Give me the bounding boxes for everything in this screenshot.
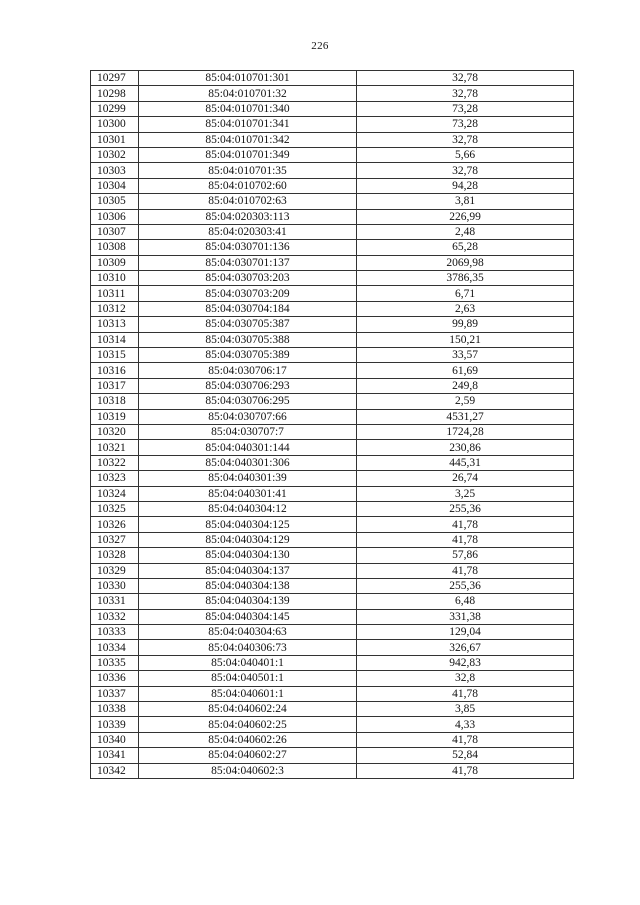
- cadastral-number-cell: 85:04:040602:27: [139, 748, 357, 763]
- row-number-cell: 10329: [91, 563, 139, 578]
- cadastral-number-cell: 85:04:030705:389: [139, 348, 357, 363]
- row-number-cell: 10307: [91, 224, 139, 239]
- cadastral-number-cell: 85:04:040304:12: [139, 501, 357, 516]
- row-number-cell: 10332: [91, 609, 139, 624]
- value-cell: 2,63: [357, 301, 574, 316]
- row-number-cell: 10339: [91, 717, 139, 732]
- cadastral-number-cell: 85:04:040501:1: [139, 671, 357, 686]
- cadastral-number-cell: 85:04:030703:203: [139, 271, 357, 286]
- value-cell: 3,85: [357, 702, 574, 717]
- row-number-cell: 10334: [91, 640, 139, 655]
- table-row: [91, 578, 574, 593]
- cadastral-number-cell: 85:04:040304:138: [139, 578, 357, 593]
- cadastral-number-cell: 85:04:010701:35: [139, 163, 357, 178]
- value-cell: 32,78: [357, 86, 574, 101]
- row-number-cell: 10317: [91, 378, 139, 393]
- table-row: [91, 640, 574, 655]
- value-cell: 33,57: [357, 348, 574, 363]
- table-row: [91, 71, 574, 86]
- cadastral-number-cell: 85:04:010702:60: [139, 178, 357, 193]
- table-row: [91, 240, 574, 255]
- row-number-cell: 10322: [91, 455, 139, 470]
- table-row: [91, 163, 574, 178]
- value-cell: 226,99: [357, 209, 574, 224]
- row-number-cell: 10340: [91, 732, 139, 747]
- value-cell: 94,28: [357, 178, 574, 193]
- value-cell: 99,89: [357, 317, 574, 332]
- cadastral-number-cell: 85:04:040304:129: [139, 532, 357, 547]
- cadastral-number-cell: 85:04:040301:144: [139, 440, 357, 455]
- value-cell: 2069,98: [357, 255, 574, 270]
- table-row: [91, 209, 574, 224]
- table-row: [91, 486, 574, 501]
- value-cell: 3,25: [357, 486, 574, 501]
- cadastral-number-cell: 85:04:040602:24: [139, 702, 357, 717]
- value-cell: 26,74: [357, 471, 574, 486]
- row-number-cell: 10299: [91, 101, 139, 116]
- row-number-cell: 10311: [91, 286, 139, 301]
- row-number-cell: 10309: [91, 255, 139, 270]
- row-number-cell: 10305: [91, 194, 139, 209]
- table-row: [91, 255, 574, 270]
- row-number-cell: 10298: [91, 86, 139, 101]
- cadastral-table: [90, 70, 574, 779]
- table-row: [91, 655, 574, 670]
- row-number-cell: 10323: [91, 471, 139, 486]
- table-row: [91, 117, 574, 132]
- value-cell: 41,78: [357, 686, 574, 701]
- table-row: [91, 717, 574, 732]
- cadastral-number-cell: 85:04:030707:7: [139, 424, 357, 439]
- row-number-cell: 10328: [91, 548, 139, 563]
- value-cell: 32,78: [357, 71, 574, 86]
- table-row: [91, 348, 574, 363]
- page-number: 226: [311, 40, 329, 52]
- value-cell: 32,78: [357, 132, 574, 147]
- table-row: [91, 732, 574, 747]
- table-row: [91, 702, 574, 717]
- row-number-cell: 10337: [91, 686, 139, 701]
- table-row: [91, 424, 574, 439]
- row-number-cell: 10330: [91, 578, 139, 593]
- row-number-cell: 10333: [91, 625, 139, 640]
- row-number-cell: 10325: [91, 501, 139, 516]
- value-cell: 6,71: [357, 286, 574, 301]
- value-cell: 5,66: [357, 147, 574, 162]
- value-cell: 942,83: [357, 655, 574, 670]
- table-row: [91, 409, 574, 424]
- cadastral-number-cell: 85:04:010701:341: [139, 117, 357, 132]
- row-number-cell: 10318: [91, 394, 139, 409]
- cadastral-number-cell: 85:04:040304:139: [139, 594, 357, 609]
- row-number-cell: 10338: [91, 702, 139, 717]
- cadastral-number-cell: 85:04:040304:125: [139, 517, 357, 532]
- cadastral-number-cell: 85:04:030706:293: [139, 378, 357, 393]
- table-row: [91, 224, 574, 239]
- value-cell: 326,67: [357, 640, 574, 655]
- cadastral-number-cell: 85:04:040601:1: [139, 686, 357, 701]
- value-cell: 41,78: [357, 732, 574, 747]
- row-number-cell: 10324: [91, 486, 139, 501]
- table-row: [91, 625, 574, 640]
- cadastral-number-cell: 85:04:010701:349: [139, 147, 357, 162]
- row-number-cell: 10297: [91, 71, 139, 86]
- cadastral-number-cell: 85:04:010701:301: [139, 71, 357, 86]
- cadastral-number-cell: 85:04:040301:306: [139, 455, 357, 470]
- row-number-cell: 10326: [91, 517, 139, 532]
- table-row: [91, 609, 574, 624]
- table-row: [91, 594, 574, 609]
- row-number-cell: 10314: [91, 332, 139, 347]
- table-row: [91, 101, 574, 116]
- table-row: [91, 317, 574, 332]
- cadastral-number-cell: 85:04:010702:63: [139, 194, 357, 209]
- cadastral-number-cell: 85:04:040401:1: [139, 655, 357, 670]
- cadastral-number-cell: 85:04:040304:130: [139, 548, 357, 563]
- row-number-cell: 10336: [91, 671, 139, 686]
- value-cell: 41,78: [357, 517, 574, 532]
- cadastral-number-cell: 85:04:040602:3: [139, 763, 357, 778]
- cadastral-number-cell: 85:04:010701:340: [139, 101, 357, 116]
- value-cell: 3786,35: [357, 271, 574, 286]
- cadastral-number-cell: 85:04:040306:73: [139, 640, 357, 655]
- table-row: [91, 563, 574, 578]
- value-cell: 73,28: [357, 117, 574, 132]
- cadastral-number-cell: 85:04:030706:17: [139, 363, 357, 378]
- cadastral-number-cell: 85:04:020303:41: [139, 224, 357, 239]
- value-cell: 61,69: [357, 363, 574, 378]
- table-row: [91, 86, 574, 101]
- cadastral-number-cell: 85:04:030707:66: [139, 409, 357, 424]
- table-row: [91, 471, 574, 486]
- row-number-cell: 10300: [91, 117, 139, 132]
- value-cell: 4531,27: [357, 409, 574, 424]
- value-cell: 6,48: [357, 594, 574, 609]
- row-number-cell: 10303: [91, 163, 139, 178]
- cadastral-number-cell: 85:04:030701:137: [139, 255, 357, 270]
- value-cell: 129,04: [357, 625, 574, 640]
- row-number-cell: 10320: [91, 424, 139, 439]
- row-number-cell: 10301: [91, 132, 139, 147]
- table-row: [91, 132, 574, 147]
- row-number-cell: 10310: [91, 271, 139, 286]
- table-body: [91, 71, 574, 779]
- table-row: [91, 178, 574, 193]
- row-number-cell: 10315: [91, 348, 139, 363]
- value-cell: 255,36: [357, 501, 574, 516]
- cadastral-number-cell: 85:04:030704:184: [139, 301, 357, 316]
- cadastral-number-cell: 85:04:030705:387: [139, 317, 357, 332]
- row-number-cell: 10335: [91, 655, 139, 670]
- value-cell: 445,31: [357, 455, 574, 470]
- table-row: [91, 501, 574, 516]
- cadastral-number-cell: 85:04:010701:342: [139, 132, 357, 147]
- row-number-cell: 10321: [91, 440, 139, 455]
- cadastral-number-cell: 85:04:040304:145: [139, 609, 357, 624]
- row-number-cell: 10308: [91, 240, 139, 255]
- table-row: [91, 332, 574, 347]
- table-row: [91, 548, 574, 563]
- table-row: [91, 763, 574, 778]
- table-row: [91, 671, 574, 686]
- value-cell: 73,28: [357, 101, 574, 116]
- table-row: [91, 517, 574, 532]
- value-cell: 57,86: [357, 548, 574, 563]
- cadastral-number-cell: 85:04:030701:136: [139, 240, 357, 255]
- value-cell: 150,21: [357, 332, 574, 347]
- table-row: [91, 686, 574, 701]
- value-cell: 255,36: [357, 578, 574, 593]
- value-cell: 249,8: [357, 378, 574, 393]
- cadastral-number-cell: 85:04:040301:41: [139, 486, 357, 501]
- row-number-cell: 10327: [91, 532, 139, 547]
- value-cell: 41,78: [357, 763, 574, 778]
- row-number-cell: 10302: [91, 147, 139, 162]
- value-cell: 4,33: [357, 717, 574, 732]
- cadastral-number-cell: 85:04:040602:25: [139, 717, 357, 732]
- row-number-cell: 10342: [91, 763, 139, 778]
- table-row: [91, 286, 574, 301]
- table-row: [91, 394, 574, 409]
- value-cell: 2,48: [357, 224, 574, 239]
- table-row: [91, 455, 574, 470]
- cadastral-number-cell: 85:04:040301:39: [139, 471, 357, 486]
- value-cell: 52,84: [357, 748, 574, 763]
- value-cell: 32,78: [357, 163, 574, 178]
- table-row: [91, 147, 574, 162]
- cadastral-number-cell: 85:04:040602:26: [139, 732, 357, 747]
- value-cell: 41,78: [357, 563, 574, 578]
- table-row: [91, 194, 574, 209]
- row-number-cell: 10331: [91, 594, 139, 609]
- value-cell: 3,81: [357, 194, 574, 209]
- table-row: [91, 378, 574, 393]
- cadastral-number-cell: 85:04:030703:209: [139, 286, 357, 301]
- value-cell: 2,59: [357, 394, 574, 409]
- row-number-cell: 10312: [91, 301, 139, 316]
- table-row: [91, 363, 574, 378]
- row-number-cell: 10304: [91, 178, 139, 193]
- row-number-cell: 10316: [91, 363, 139, 378]
- cadastral-number-cell: 85:04:040304:137: [139, 563, 357, 578]
- row-number-cell: 10306: [91, 209, 139, 224]
- cadastral-number-cell: 85:04:030706:295: [139, 394, 357, 409]
- table-row: [91, 440, 574, 455]
- row-number-cell: 10313: [91, 317, 139, 332]
- cadastral-number-cell: 85:04:020303:113: [139, 209, 357, 224]
- cadastral-number-cell: 85:04:040304:63: [139, 625, 357, 640]
- table-row: [91, 301, 574, 316]
- value-cell: 331,38: [357, 609, 574, 624]
- value-cell: 41,78: [357, 532, 574, 547]
- row-number-cell: 10319: [91, 409, 139, 424]
- value-cell: 65,28: [357, 240, 574, 255]
- cadastral-number-cell: 85:04:010701:32: [139, 86, 357, 101]
- value-cell: 230,86: [357, 440, 574, 455]
- value-cell: 1724,28: [357, 424, 574, 439]
- table-row: [91, 748, 574, 763]
- row-number-cell: 10341: [91, 748, 139, 763]
- table-row: [91, 271, 574, 286]
- value-cell: 32,8: [357, 671, 574, 686]
- cadastral-number-cell: 85:04:030705:388: [139, 332, 357, 347]
- table-row: [91, 532, 574, 547]
